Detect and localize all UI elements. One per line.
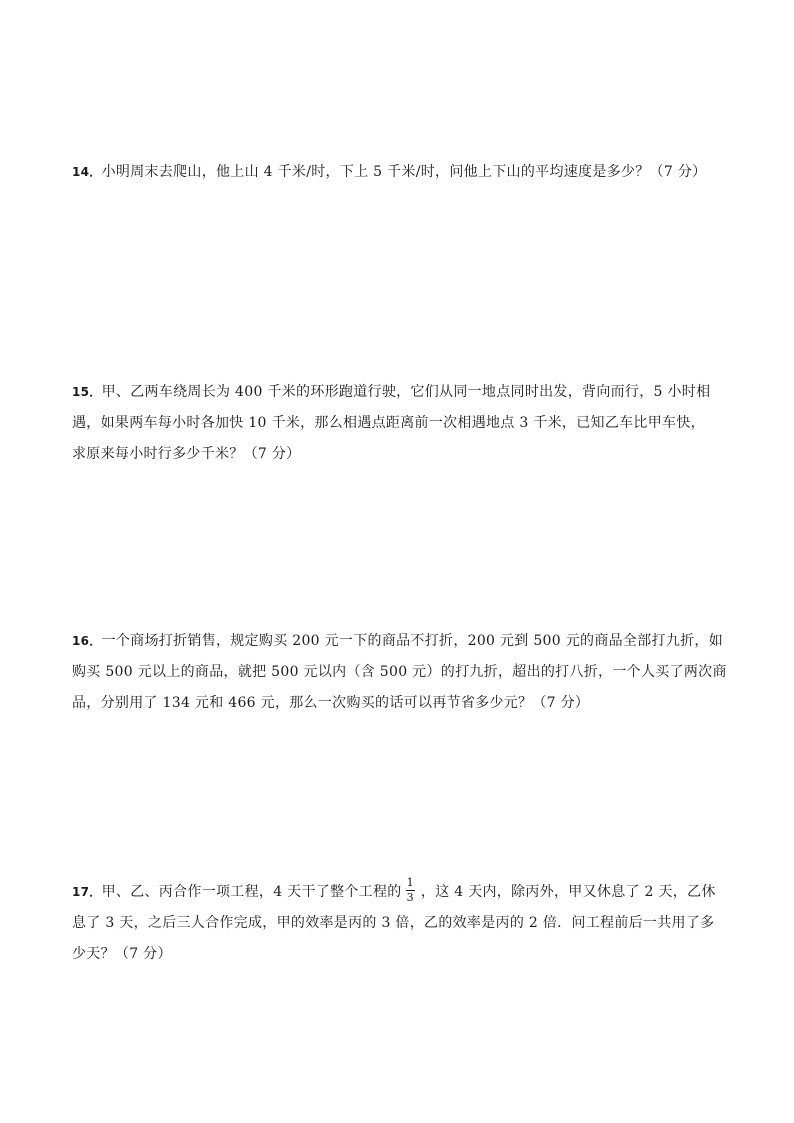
question-number: 17． [72,885,102,899]
question-15-line-1 [72,377,722,408]
question-17-line-3: 少天？（7 分） [72,946,172,962]
question-15-line-3: 求原来每小时行多少千米？（7 分） [72,446,301,462]
fraction-denominator: 3 [406,890,414,904]
question-15 [72,377,722,470]
question-text-after-fraction: ，这 4 天内，除丙外，甲又休息了 2 天，乙休 [420,884,716,900]
question-text: 小明周末去爬山，他上山 4 千米/时，下上 5 千米/时，问他上下山的平均速度是多少？（7 分） [101,164,707,180]
question-text-before-fraction: 甲、乙、丙合作一项工程，4 天干了整个工程的 [101,884,402,900]
question-14-line-1 [72,157,722,188]
question-16-line-2: 购买 500 元以上的商品，就把 500 元以内（含 500 元）的打九折，超出的打八折，一个人买了两次商 [72,664,727,680]
question-number: 16． [72,634,102,648]
question-17 [72,877,722,970]
fraction-numerator: 1 [406,875,414,889]
question-number: 14． [72,165,102,179]
question-14 [72,157,722,188]
question-number: 15． [72,385,102,399]
question-17-line-1 [72,877,722,908]
question-15-line-2: 遇，如果两车每小时各加快 10 千米，那么相遇点距离前一次相遇地点 3 千米，已知乙车比甲车快， [72,415,705,431]
question-17-line-2: 息了 3 天，之后三人合作完成，甲的效率是丙的 3 倍，乙的效率是丙的 2 倍．问工程前后一共用了多 [72,915,715,931]
question-16 [72,626,727,719]
question-text: 一个商场打折销售，规定购买 200 元一下的商品不打折，200 元到 500 元的商品全部打九折，如 [101,633,724,649]
question-text: 甲、乙两车绕周长为 400 千米的环形跑道行驶，它们从同一地点同时出发，背向而行，5 小时相 [101,384,711,400]
question-16-line-1 [72,626,722,657]
question-16-line-3: 品，分别用了 134 元和 466 元，那么一次购买的话可以再节省多少元？（7 分） [72,695,590,711]
fraction-one-third [406,877,415,904]
